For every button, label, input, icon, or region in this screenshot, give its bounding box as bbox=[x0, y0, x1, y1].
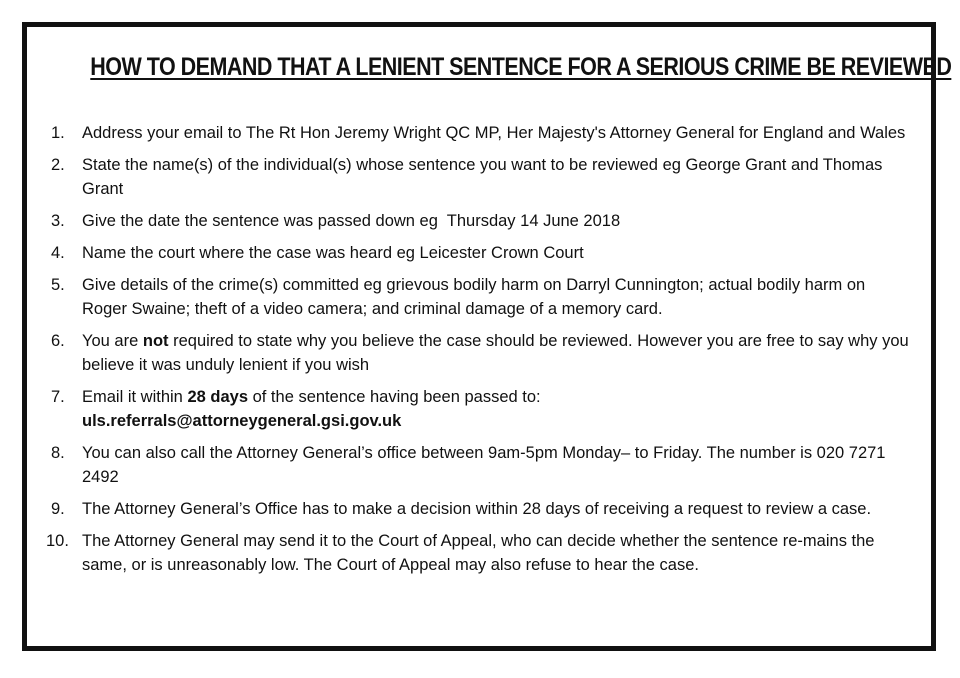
item-text-before: Email it within bbox=[82, 388, 188, 406]
list-item bbox=[51, 497, 911, 521]
item-number: 4. bbox=[51, 244, 65, 262]
list-item bbox=[51, 153, 911, 201]
list-item bbox=[51, 385, 911, 433]
item-number: 1. bbox=[51, 124, 65, 142]
item-number: 7. bbox=[51, 388, 65, 406]
item-text: Address your email to The Rt Hon Jeremy Wright QC MP, Her Majesty's Attorney General for England and Wales bbox=[82, 124, 906, 142]
item-text-after: of the sentence having been passed to: bbox=[248, 388, 541, 406]
item-number: 10. bbox=[46, 532, 69, 550]
item-text-after: required to state why you believe the case should be reviewed. However you are free to say why you believe it was unduly lenient if you wish bbox=[82, 332, 914, 374]
list-item bbox=[51, 273, 911, 321]
item-text: Give the date the sentence was passed down eg Thursday 14 June 2018 bbox=[82, 212, 621, 230]
item-text: You can also call the Attorney General’s office between 9am-5pm Monday– to Friday. The number is 020 7271 2492 bbox=[82, 444, 886, 486]
item-text: Give details of the crime(s) committed eg grievous bodily harm on Darryl Cunnington; actual bodily harm on Roger Swaine; theft of a video camera; and criminal damage of a memory card. bbox=[82, 276, 866, 318]
notice-frame bbox=[22, 22, 952, 651]
item-text: Name the court where the case was heard eg Leicester Crown Court bbox=[82, 244, 584, 262]
item-text: The Attorney General’s Office has to make a decision within 28 days of receiving a request to review a case. bbox=[82, 500, 872, 518]
item-number: 6. bbox=[51, 332, 65, 350]
page-title: HOW TO DEMAND THAT A LENIENT SENTENCE FOR A SERIOUS CRIME BE REVIEWED bbox=[90, 53, 952, 81]
list-item bbox=[46, 529, 911, 577]
item-number: 9. bbox=[51, 500, 65, 518]
list-item bbox=[51, 121, 911, 145]
referral-email[interactable]: uls.referrals@attorneygeneral.gsi.gov.uk bbox=[82, 412, 402, 430]
list-item bbox=[51, 441, 911, 489]
item-number: 8. bbox=[51, 444, 65, 462]
list-item bbox=[51, 209, 911, 233]
list-item bbox=[51, 241, 911, 265]
item-number: 2. bbox=[51, 156, 65, 174]
instruction-list bbox=[46, 121, 914, 585]
list-item bbox=[51, 329, 914, 377]
item-text: State the name(s) of the individual(s) whose sentence you want to be reviewed eg George Grant and Thomas Grant bbox=[82, 156, 883, 198]
emphasis-deadline: 28 days bbox=[187, 388, 248, 406]
item-number: 5. bbox=[51, 276, 65, 294]
item-text-before: You are bbox=[82, 332, 143, 350]
item-text: The Attorney General may send it to the Court of Appeal, who can decide whether the sentence re-mains the same, or is unreasonably low. The Court of Appeal may also refuse to hear the case. bbox=[82, 532, 875, 574]
emphasis-not: not bbox=[142, 332, 169, 350]
item-number: 3. bbox=[51, 212, 65, 230]
